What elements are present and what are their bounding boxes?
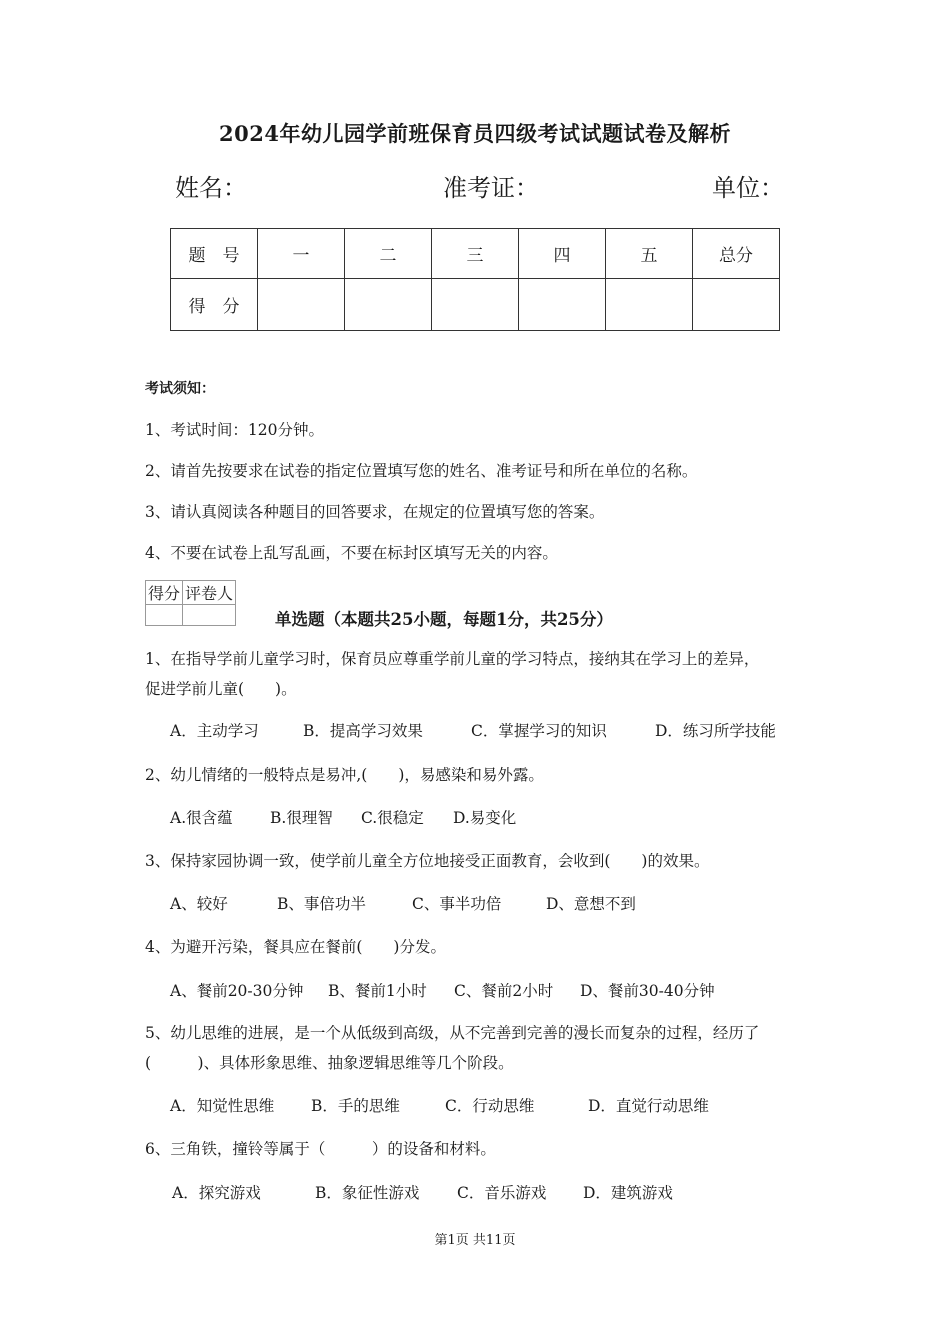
option-b[interactable]: B．手的思维	[311, 1097, 400, 1115]
grader-name-cell[interactable]	[183, 605, 236, 626]
grader-score-label: 得分	[146, 581, 183, 605]
option-c[interactable]: C．音乐游戏	[457, 1184, 547, 1202]
question-text: ( )、具体形象思维、抽象逻辑思维等几个阶段。	[145, 1054, 514, 1072]
option-c[interactable]: C、事半功倍	[412, 895, 502, 913]
question-text: 6、三角铁，撞铃等属于（ ）的设备和材料。	[145, 1140, 496, 1158]
score-table-header-cell: 题 号	[171, 229, 258, 279]
option-d[interactable]: D.易变化	[453, 809, 517, 827]
option-b[interactable]: B．象征性游戏	[315, 1184, 420, 1202]
question-text: 促进学前儿童( )。	[145, 680, 297, 698]
score-table-header-row	[171, 229, 780, 279]
score-input-cell[interactable]	[606, 279, 693, 331]
option-a[interactable]: A．知觉性思维	[170, 1097, 275, 1115]
score-table-header-cell: 三	[432, 229, 519, 279]
unit-field-label: 单位：	[712, 174, 784, 202]
option-d[interactable]: D．练习所学技能	[655, 722, 776, 740]
notice-heading: 考试须知：	[145, 381, 215, 397]
question-text: 2、幼儿情绪的一般特点是易冲,( )，易感染和易外露。	[145, 766, 544, 784]
question-text: 4、为避开污染，餐具应在餐前( )分发。	[145, 938, 446, 956]
score-table-score-row	[171, 279, 780, 331]
score-input-cell[interactable]	[345, 279, 432, 331]
option-d[interactable]: D．建筑游戏	[583, 1184, 673, 1202]
page-footer: 第1页 共11页	[434, 1233, 516, 1248]
grader-table	[145, 580, 236, 626]
score-input-cell[interactable]	[519, 279, 606, 331]
score-input-cell[interactable]	[693, 279, 780, 331]
score-table-header-cell: 四	[519, 229, 606, 279]
notice-item: 4、不要在试卷上乱写乱画，不要在标封区填写无关的内容。	[145, 544, 558, 562]
option-b[interactable]: B．提高学习效果	[303, 722, 423, 740]
section-title: 单选题（本题共25小题，每题1分，共25分）	[275, 610, 613, 629]
score-input-cell[interactable]	[258, 279, 345, 331]
option-c[interactable]: C．行动思维	[445, 1097, 535, 1115]
notice-item: 2、请首先按要求在试卷的指定位置填写您的姓名、准考证号和所在单位的名称。	[145, 462, 698, 480]
score-table-header-cell: 二	[345, 229, 432, 279]
option-b[interactable]: B、事倍功半	[277, 895, 366, 913]
notice-item: 3、请认真阅读各种题目的回答要求，在规定的位置填写您的答案。	[145, 503, 605, 521]
option-b[interactable]: B、餐前1小时	[328, 982, 427, 1000]
option-a[interactable]: A．主动学习	[170, 722, 259, 740]
option-a[interactable]: A、餐前20-30分钟	[170, 982, 304, 1000]
question-text: 5、幼儿思维的进展，是一个从低级到高级，从不完善到完善的漫长而复杂的过程，经历了	[145, 1024, 760, 1042]
option-d[interactable]: D．直觉行动思维	[588, 1097, 709, 1115]
option-d[interactable]: D、餐前30-40分钟	[580, 982, 715, 1000]
question-text: 3、保持家园协调一致，使学前儿童全方位地接受正面教育，会收到( )的效果。	[145, 852, 710, 870]
option-a[interactable]: A、较好	[170, 895, 228, 913]
question-text: 1、在指导学前儿童学习时，保育员应尊重学前儿童的学习特点，接纳其在学习上的差异，	[145, 650, 760, 668]
score-table-header-cell: 一	[258, 229, 345, 279]
option-c[interactable]: C、餐前2小时	[454, 982, 554, 1000]
score-table	[170, 228, 780, 331]
score-table-header-cell: 总分	[693, 229, 780, 279]
score-row-label: 得 分	[171, 279, 258, 331]
option-b[interactable]: B.很理智	[270, 809, 333, 827]
exam-id-field-label: 准考证：	[443, 174, 539, 202]
option-d[interactable]: D、意想不到	[546, 895, 636, 913]
name-field-label: 姓名：	[175, 174, 247, 202]
grader-name-label: 评卷人	[183, 581, 236, 605]
option-c[interactable]: C．掌握学习的知识	[471, 722, 607, 740]
score-input-cell[interactable]	[432, 279, 519, 331]
notice-item: 1、考试时间：120分钟。	[145, 421, 324, 439]
option-c[interactable]: C.很稳定	[361, 809, 424, 827]
score-table-header-cell: 五	[606, 229, 693, 279]
option-a[interactable]: A．探究游戏	[172, 1184, 261, 1202]
grader-score-cell[interactable]	[146, 605, 183, 626]
page-title: 2024年幼儿园学前班保育员四级考试试题试卷及解析	[219, 121, 731, 146]
option-a[interactable]: A.很含蕴	[170, 809, 233, 827]
